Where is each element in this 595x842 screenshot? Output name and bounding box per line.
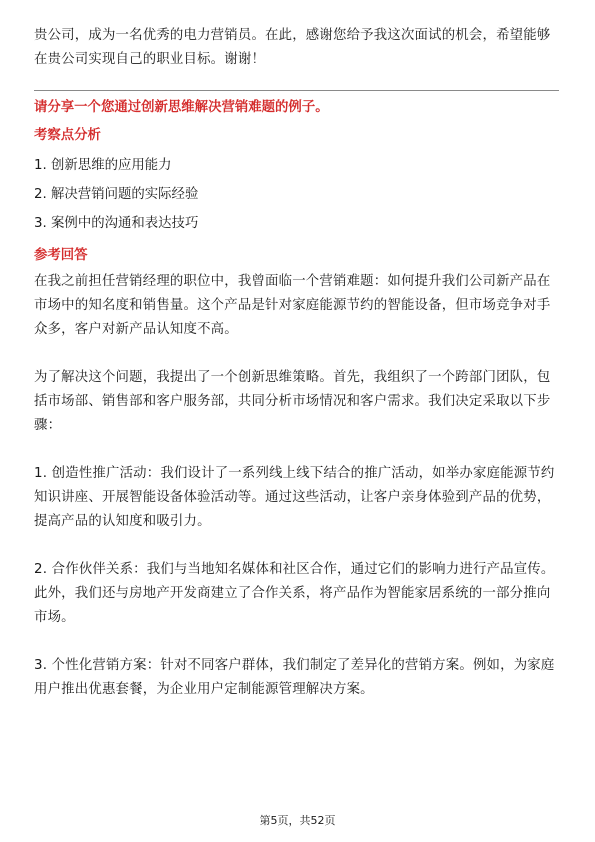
answer-heading: 参考回答: [34, 248, 88, 263]
analysis-list: [34, 151, 561, 238]
answer-paragraph: 在我之前担任营销经理的职位中，我曾面临一个营销难题：如何提升我们公司新产品在市场中的知名度和销售量。这个产品是针对家庭能源节约的智能设备，但市场竞争对手众多，客户对新产品认知度不高。: [34, 274, 551, 337]
analysis-item: 3. 案例中的沟通和表达技巧: [34, 216, 199, 231]
page-number-footer: 第5页，共52页: [259, 814, 336, 827]
section-divider: [34, 90, 559, 91]
intro-paragraph: 贵公司，成为一名优秀的电力营销员。在此，感谢您给予我这次面试的机会，希望能够在贵公司实现自己的职业目标。谢谢！: [34, 28, 551, 67]
analysis-item: 2. 解决营销问题的实际经验: [34, 187, 199, 202]
answer-paragraph: 1. 创造性推广活动：我们设计了一系列线上线下结合的推广活动，如举办家庭能源节约知识讲座、开展智能设备体验活动等。通过这些活动，让客户亲身体验到产品的优势，提高产品的认知度和吸引力。: [34, 466, 555, 529]
answer-paragraph: 为了解决这个问题，我提出了一个创新思维策略。首先，我组织了一个跨部门团队，包括市场部、销售部和客户服务部，共同分析市场情况和客户需求。我们决定采取以下步骤：: [34, 370, 551, 433]
answer-paragraph: 3. 个性化营销方案：针对不同客户群体，我们制定了差异化的营销方案。例如，为家庭用户推出优惠套餐，为企业用户定制能源管理解决方案。: [34, 658, 555, 697]
analysis-heading: 考察点分析: [34, 128, 101, 143]
question-title: 请分享一个您通过创新思维解决营销难题的例子。: [34, 100, 329, 115]
answer-body: [34, 270, 561, 726]
answer-paragraph: 2. 合作伙伴关系：我们与当地知名媒体和社区合作，通过它们的影响力进行产品宣传。此外，我们还与房地产开发商建立了合作关系，将产品作为智能家居系统的一部分推向市场。: [34, 562, 555, 625]
analysis-item: 1. 创新思维的应用能力: [34, 158, 172, 173]
